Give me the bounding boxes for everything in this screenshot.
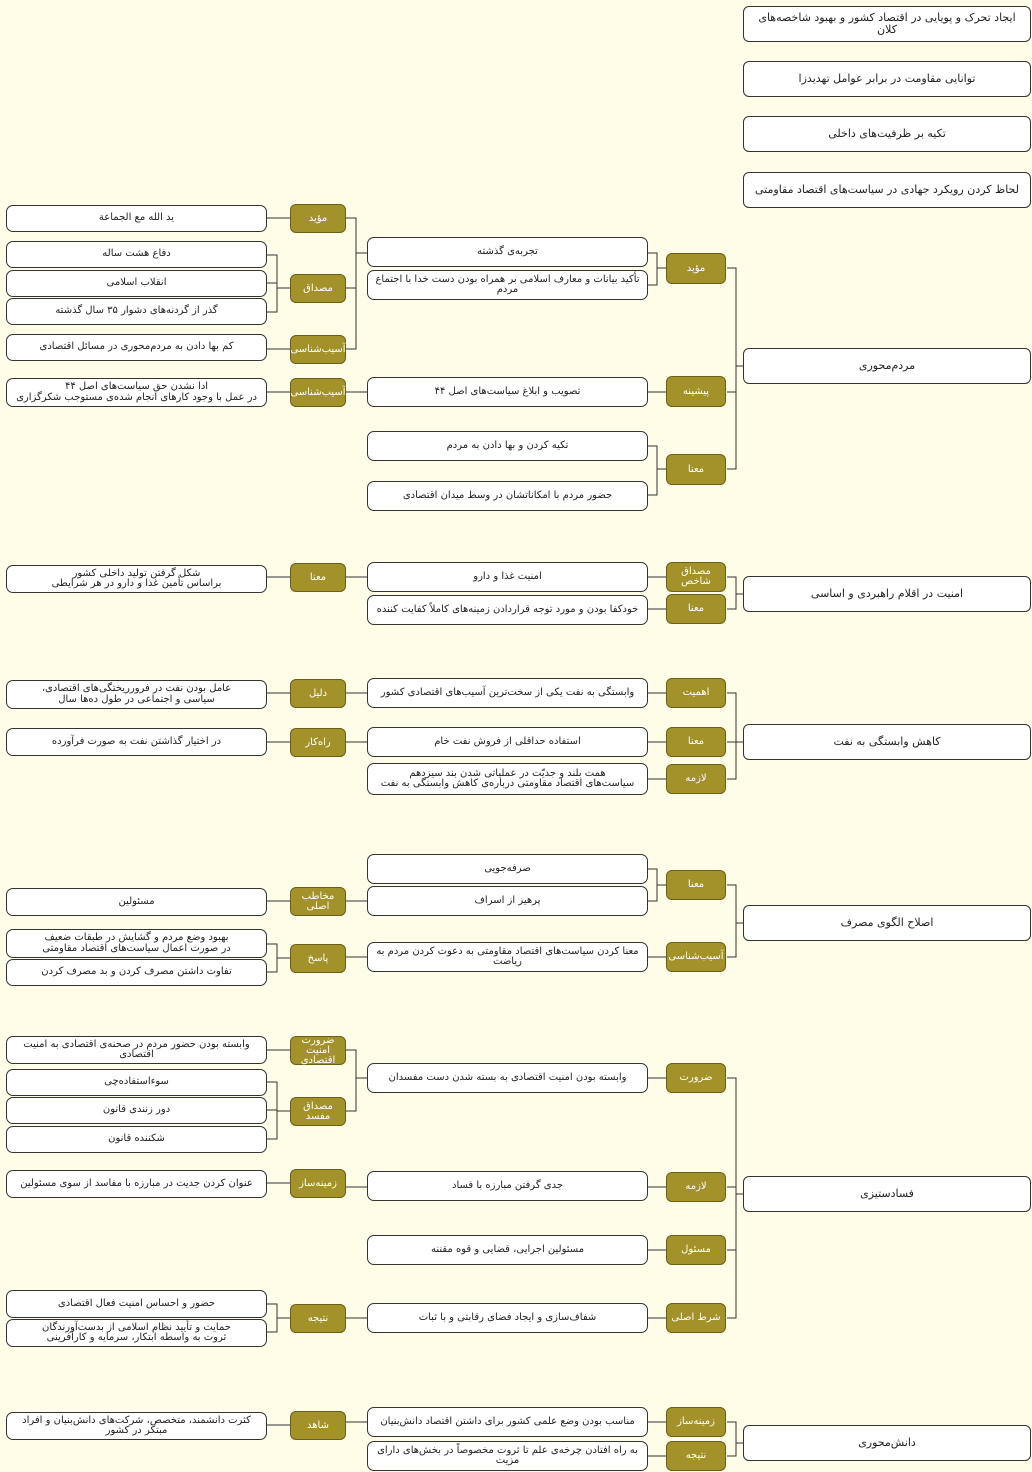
relation-tag: مخاطب اصلی [290, 887, 346, 916]
connector [267, 288, 290, 312]
concept-node: شفاف‌سازی و ایجاد فضای رقابتی و با ثبات [367, 1303, 648, 1333]
leaf-node: دور زنندی قانون [6, 1097, 267, 1124]
connector [267, 255, 290, 288]
concept-node: صرفه‌جویی [367, 854, 648, 884]
connector [346, 253, 367, 288]
connector [727, 366, 744, 392]
connector [727, 577, 744, 594]
connector [346, 1050, 367, 1078]
connector [267, 1082, 290, 1111]
leaf-node: تفاوت داشتن مصرف کردن و بد مصرف کردن [6, 959, 267, 986]
relation-tag: مصداق شاخص [666, 562, 726, 592]
relation-tag: پیشینه [666, 376, 726, 407]
leaf-node: شکننده قانون [6, 1126, 267, 1153]
leaf-node: کم بها دادن به مردم‌محوری در مسائل اقتصادی [6, 334, 267, 361]
connector [727, 268, 744, 366]
relation-tag: آسیب‌شناسی [290, 335, 346, 364]
concept-node: تجربه‌ی گذشته [367, 237, 648, 267]
concept-node: پرهیز از اسراف [367, 886, 648, 916]
relation-tag: مسئول [666, 1235, 726, 1265]
leaf-node: حضور و احساس امنیت فعال اقتصادی [6, 1290, 267, 1318]
relation-tag: معنا [666, 454, 726, 485]
root-node: مردم‌محوری [743, 348, 1031, 384]
leaf-node: مسئولین [6, 888, 267, 916]
top-item: ایجاد تحرک و پویایی در اقتصاد کشور و بهبود شاخصه‌های کلان [743, 6, 1031, 42]
connector [648, 253, 666, 268]
relation-tag: شرط اصلی [666, 1303, 726, 1333]
concept-node: همت بلند و جدیّت در عملیاتی شدن بند سیزدهم سیاست‌های اقتصاد مقاومتی درباره‌ی کاهش وابستگی به نفت [367, 763, 648, 795]
concept-node: مناسب بودن وضع علمی کشور برای داشتن اقتصاد دانش‌بنیان [367, 1407, 648, 1437]
connector [267, 1110, 290, 1111]
relation-tag: مؤید [666, 253, 726, 284]
relation-tag: معنا [290, 563, 346, 592]
connector [727, 1187, 744, 1194]
leaf-node: کثرت دانشمند، متخصص، شرکت‌های دانش‌بنیان و افراد مبتکر در کشور [6, 1412, 267, 1440]
top-item: تکیه بر ظرفیت‌های داخلی [743, 116, 1031, 152]
relation-tag: اهمیت [666, 678, 726, 708]
connector [727, 693, 744, 742]
relation-tag: معنا [666, 594, 726, 624]
root-node: کاهش وابستگی به نفت [743, 724, 1031, 760]
concept-node: مسئولین اجرایی، قضایی و قوه مقننه [367, 1235, 648, 1265]
relation-tag: ضرورت [666, 1063, 726, 1093]
root-node: دانش‌محوری [743, 1425, 1031, 1461]
relation-tag: نتیجه [666, 1441, 726, 1471]
connector [648, 885, 666, 901]
leaf-node: دفاع هشت ساله [6, 241, 267, 268]
top-item: لحاظ کردن رویکرد جهادی در سیاست‌های اقتصاد مقاومتی [743, 172, 1031, 208]
concept-node: تأکید بیانات و معارف اسلامی بر همراه بودن دست خدا با اجتماع مردم [367, 270, 648, 300]
connector [727, 1194, 744, 1318]
relation-tag: مؤید [290, 204, 346, 233]
relation-tag: معنا [666, 870, 726, 900]
connector [267, 1111, 290, 1139]
relation-tag: لازمه [666, 1172, 726, 1202]
connector [346, 218, 367, 253]
concept-node: جدی گرفتن مبارزه با فساد [367, 1171, 648, 1201]
relation-tag: مصداق [290, 274, 346, 303]
leaf-node: سوءاستفاده‌چی [6, 1069, 267, 1096]
leaf-node: بهبود وضع مردم و گشایش در طبقات ضعیف در صورت اعمال سیاست‌های اقتصاد مقاومتی [6, 929, 267, 958]
relation-tag: ضرورت امنیت اقتصادی [290, 1036, 346, 1065]
leaf-node: در اختیار گذاشتن نفت به صورت فرآورده [6, 728, 267, 756]
relation-tag: پاسخ [290, 944, 346, 973]
connector [727, 1422, 744, 1443]
relation-tag: معنا [666, 727, 726, 757]
relation-tag: زمینه‌ساز [666, 1407, 726, 1437]
connector [346, 1078, 367, 1111]
leaf-node: شکل گرفتن تولید داخلی کشور براساس تأمین غذا و دارو در هر شرایطی [6, 565, 267, 593]
connector [727, 885, 744, 923]
connector [727, 594, 744, 609]
leaf-node: عنوان کردن جدیت در مبارزه با مفاسد از سوی مسئولین [6, 1170, 267, 1198]
concept-node: تصویب و ابلاغ سیاست‌های اصل ۴۴ [367, 377, 648, 407]
leaf-node: ید الله مع الجماعة [6, 205, 267, 232]
relation-tag: دلیل [290, 679, 346, 708]
connector [346, 253, 367, 349]
connector [267, 1318, 290, 1332]
connector [648, 446, 666, 469]
relation-tag: شاهد [290, 1411, 346, 1440]
connector [727, 742, 744, 779]
relation-tag: نتیجه [290, 1304, 346, 1333]
concept-node: تکیه کردن و بها دادن به مردم [367, 431, 648, 461]
connector [727, 1443, 744, 1456]
root-node: فسادستیزی [743, 1176, 1031, 1212]
leaf-node: حمایت و تأیید نظام اسلامی از بدست‌آورندگان ثروت به واسطه ابتکار، سرمایه و کارآفرینی [6, 1319, 267, 1347]
leaf-node: وابسته بودن حضور مردم در صحنه‌ی اقتصادی به امنیت اقتصادی [6, 1036, 267, 1064]
concept-node: حضور مردم با امکاناتشان در وسط میدان اقتصادی [367, 481, 648, 511]
connector [267, 283, 290, 288]
top-item: توانایی مقاومت در برابر عوامل تهدیدزا [743, 61, 1031, 97]
leaf-node: عامل بودن نفت در فرورریختگی‌های اقتصادی، سیاسی و اجتماعی در طول ده‌ها سال [6, 680, 267, 709]
connector [648, 869, 666, 885]
root-node: اصلاح الگوی مصرف [743, 905, 1031, 941]
connector [267, 944, 290, 958]
concept-node: خودکفا بودن و مورد توجه قراردادن زمینه‌های کاملاً کفایت کننده [367, 595, 648, 625]
connector [727, 1078, 744, 1194]
concept-node: وابستگی به نفت یکی از سخت‌ترین آسیب‌های اقتصادی کشور [367, 678, 648, 708]
relation-tag: آسیب‌شناسی [666, 942, 726, 972]
relation-tag: آسیب‌شناسی [290, 378, 346, 407]
leaf-node: گذر از گردنه‌های دشوار ۳۵ سال گذشته [6, 298, 267, 325]
connector [267, 1304, 290, 1318]
connector [727, 1194, 744, 1250]
concept-node: معنا کردن سیاست‌های اقتصاد مقاومتی به دعوت کردن مردم به ریاضت [367, 942, 648, 972]
connector [727, 923, 744, 957]
connector [648, 469, 666, 495]
relation-tag: مصداق مفسد [290, 1097, 346, 1126]
leaf-node: انقلاب اسلامی [6, 270, 267, 297]
connector [648, 268, 666, 285]
concept-node: استفاده حداقلی از فروش نفت خام [367, 727, 648, 757]
concept-node: امنیت غذا و دارو [367, 562, 648, 592]
leaf-node: ادا نشدن حق سیاست‌های اصل ۴۴ در عمل با وجود کارهای انجام شده‌ی مستوجب شکرگزاری [6, 378, 267, 407]
relation-tag: راه‌کار [290, 728, 346, 757]
connector [727, 366, 744, 469]
relation-tag: زمینه‌ساز [290, 1169, 346, 1198]
relation-tag: لازمه [666, 764, 726, 794]
concept-node: به راه افتادن چرخه‌ی علم تا ثروت مخصوصاً در بخش‌های دارای مزیت [367, 1441, 648, 1471]
root-node: امنیت در اقلام راهبردی و اساسی [743, 576, 1031, 612]
concept-node: وابسته بودن امنیت اقتصادی به بسته شدن دست مفسدان [367, 1063, 648, 1093]
connector [267, 958, 290, 972]
